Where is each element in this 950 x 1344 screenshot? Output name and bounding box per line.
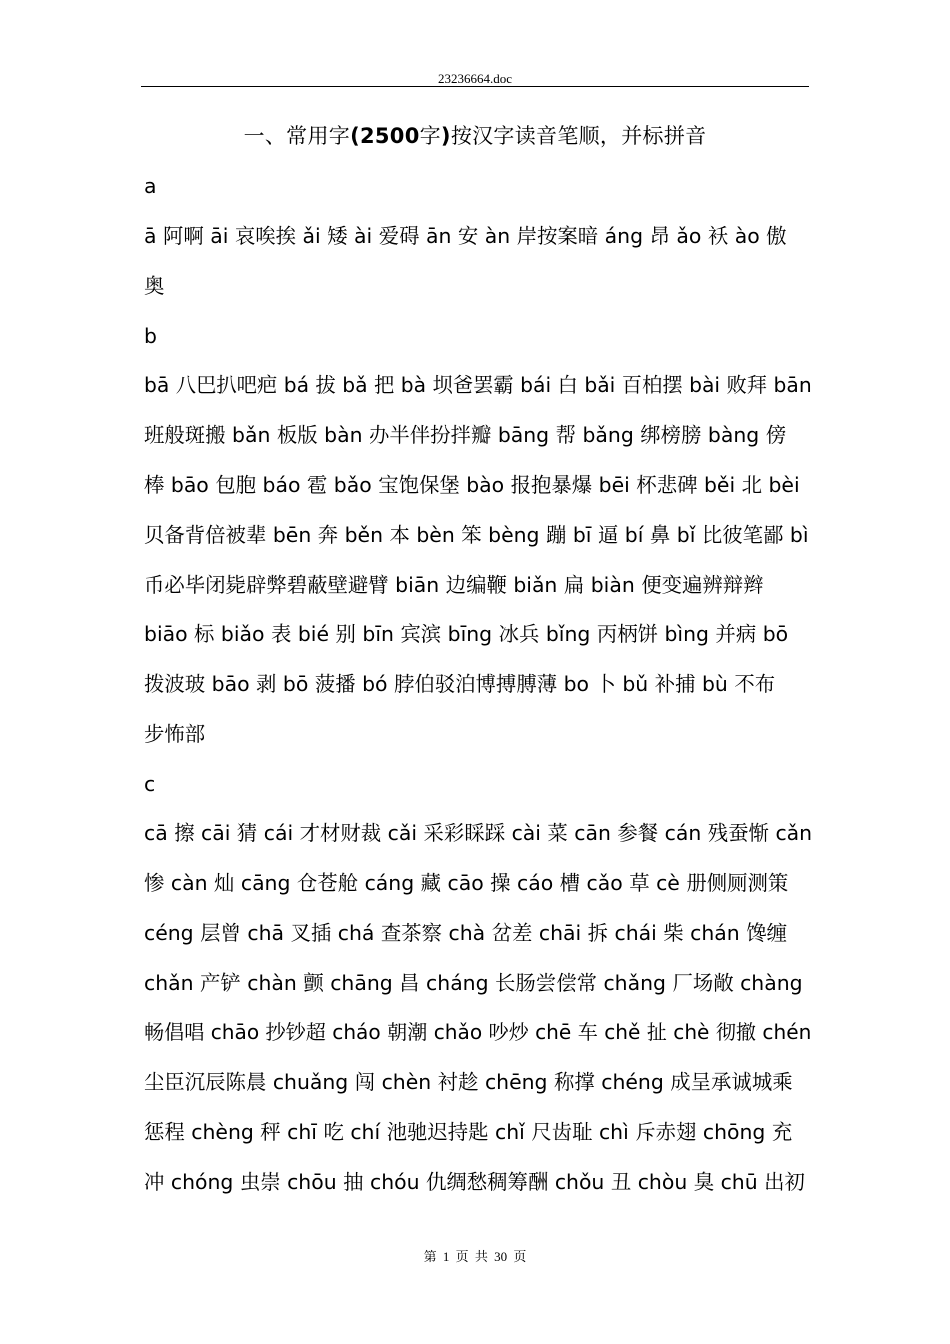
text-line: 畅倡唱 chāo 抄钞超 cháo 朝潮 chǎo 吵炒 chē 车 chě 扯 chè 彻撤 chén	[144, 1020, 812, 1044]
text-line: céng 层曾 chā 叉插 chá 查茶察 chà 岔差 chāi 拆 chái 柴 chán 馋缠	[144, 921, 787, 945]
text-line: ā 阿啊 āi 哀唉挨 ǎi 矮 ài 爱碍 ān 安 àn 岸按案暗 áng 昂 ǎo 袄 ào 傲	[144, 224, 787, 248]
text-line: bā 八巴扒吧疤 bá 拔 bǎ 把 bà 坝爸罢霸 bái 白 bǎi 百柏摆 bài 败拜 bān	[144, 373, 812, 397]
text-line: 班般斑搬 bǎn 板版 bàn 办半伴扮拌瓣 bāng 帮 bǎng 绑榜膀 bàng 傍	[144, 423, 787, 447]
section-heading-a: a	[144, 174, 157, 198]
text-line: 惩程 chèng 秤 chī 吃 chí 池驰迟持匙 chǐ 尺齿耻 chì 斥赤翅 chōng 充	[144, 1120, 793, 1144]
text-line: 步怖部	[144, 722, 206, 746]
text-line: cā 擦 cāi 猜 cái 才材财裁 cǎi 采彩睬踩 cài 菜 cān 参餐 cán 残蚕惭 cǎn	[144, 821, 813, 845]
text-line: 棒 bāo 包胞 báo 雹 bǎo 宝饱保堡 bào 报抱暴爆 bēi 杯悲碑 běi 北 bèi	[144, 473, 800, 497]
title-suffix: 按汉字读音笔顺，并标拼音	[450, 124, 707, 148]
section-heading-c: c	[144, 772, 156, 796]
text-line: 尘臣沉辰陈晨 chuǎng 闯 chèn 衬趁 chēng 称撑 chéng 成呈承诚城乘	[144, 1070, 793, 1094]
title-paren: )	[440, 124, 451, 148]
header-rule	[141, 86, 809, 87]
document-title	[0, 121, 950, 151]
text-line: biāo 标 biǎo 表 bié 别 bīn 宾滨 bīng 冰兵 bǐng 丙柄饼 bìng 并病 bō	[144, 622, 789, 646]
title-prefix: 一、常用字	[243, 124, 351, 148]
section-heading-b: b	[144, 324, 157, 348]
text-line: chǎn 产铲 chàn 颤 chāng 昌 cháng 长肠尝偿常 chǎng 厂场敞 chàng	[144, 971, 803, 995]
text-line: 拨波玻 bāo 剥 bō 菠播 bó 脖伯驳泊博搏膊薄 bo 卜 bǔ 补捕 bù 不布	[144, 672, 776, 696]
text-line: 贝备背倍被辈 bēn 奔 běn 本 bèn 笨 bèng 蹦 bī 逼 bí 鼻 bǐ 比彼笔鄙 bì	[144, 523, 809, 547]
title-char: 字	[419, 124, 441, 148]
header-filename: 23236664.doc	[437, 71, 513, 86]
text-line: 冲 chóng 虫崇 chōu 抽 chóu 仇绸愁稠筹酬 chǒu 丑 chòu 臭 chū 出初	[144, 1170, 805, 1194]
page-footer: 第 1 页 共 30 页	[423, 1249, 527, 1264]
title-count: (2500	[350, 124, 420, 148]
text-line: 惨 càn 灿 cāng 仓苍舱 cáng 藏 cāo 操 cáo 槽 cǎo 草 cè 册侧厕测策	[144, 871, 789, 895]
text-line: 币必毕闭毙辟弊碧蔽壁避臂 biān 边编鞭 biǎn 扁 biàn 便变遍辨辩辫	[144, 573, 764, 597]
text-line: 奥	[144, 274, 165, 298]
